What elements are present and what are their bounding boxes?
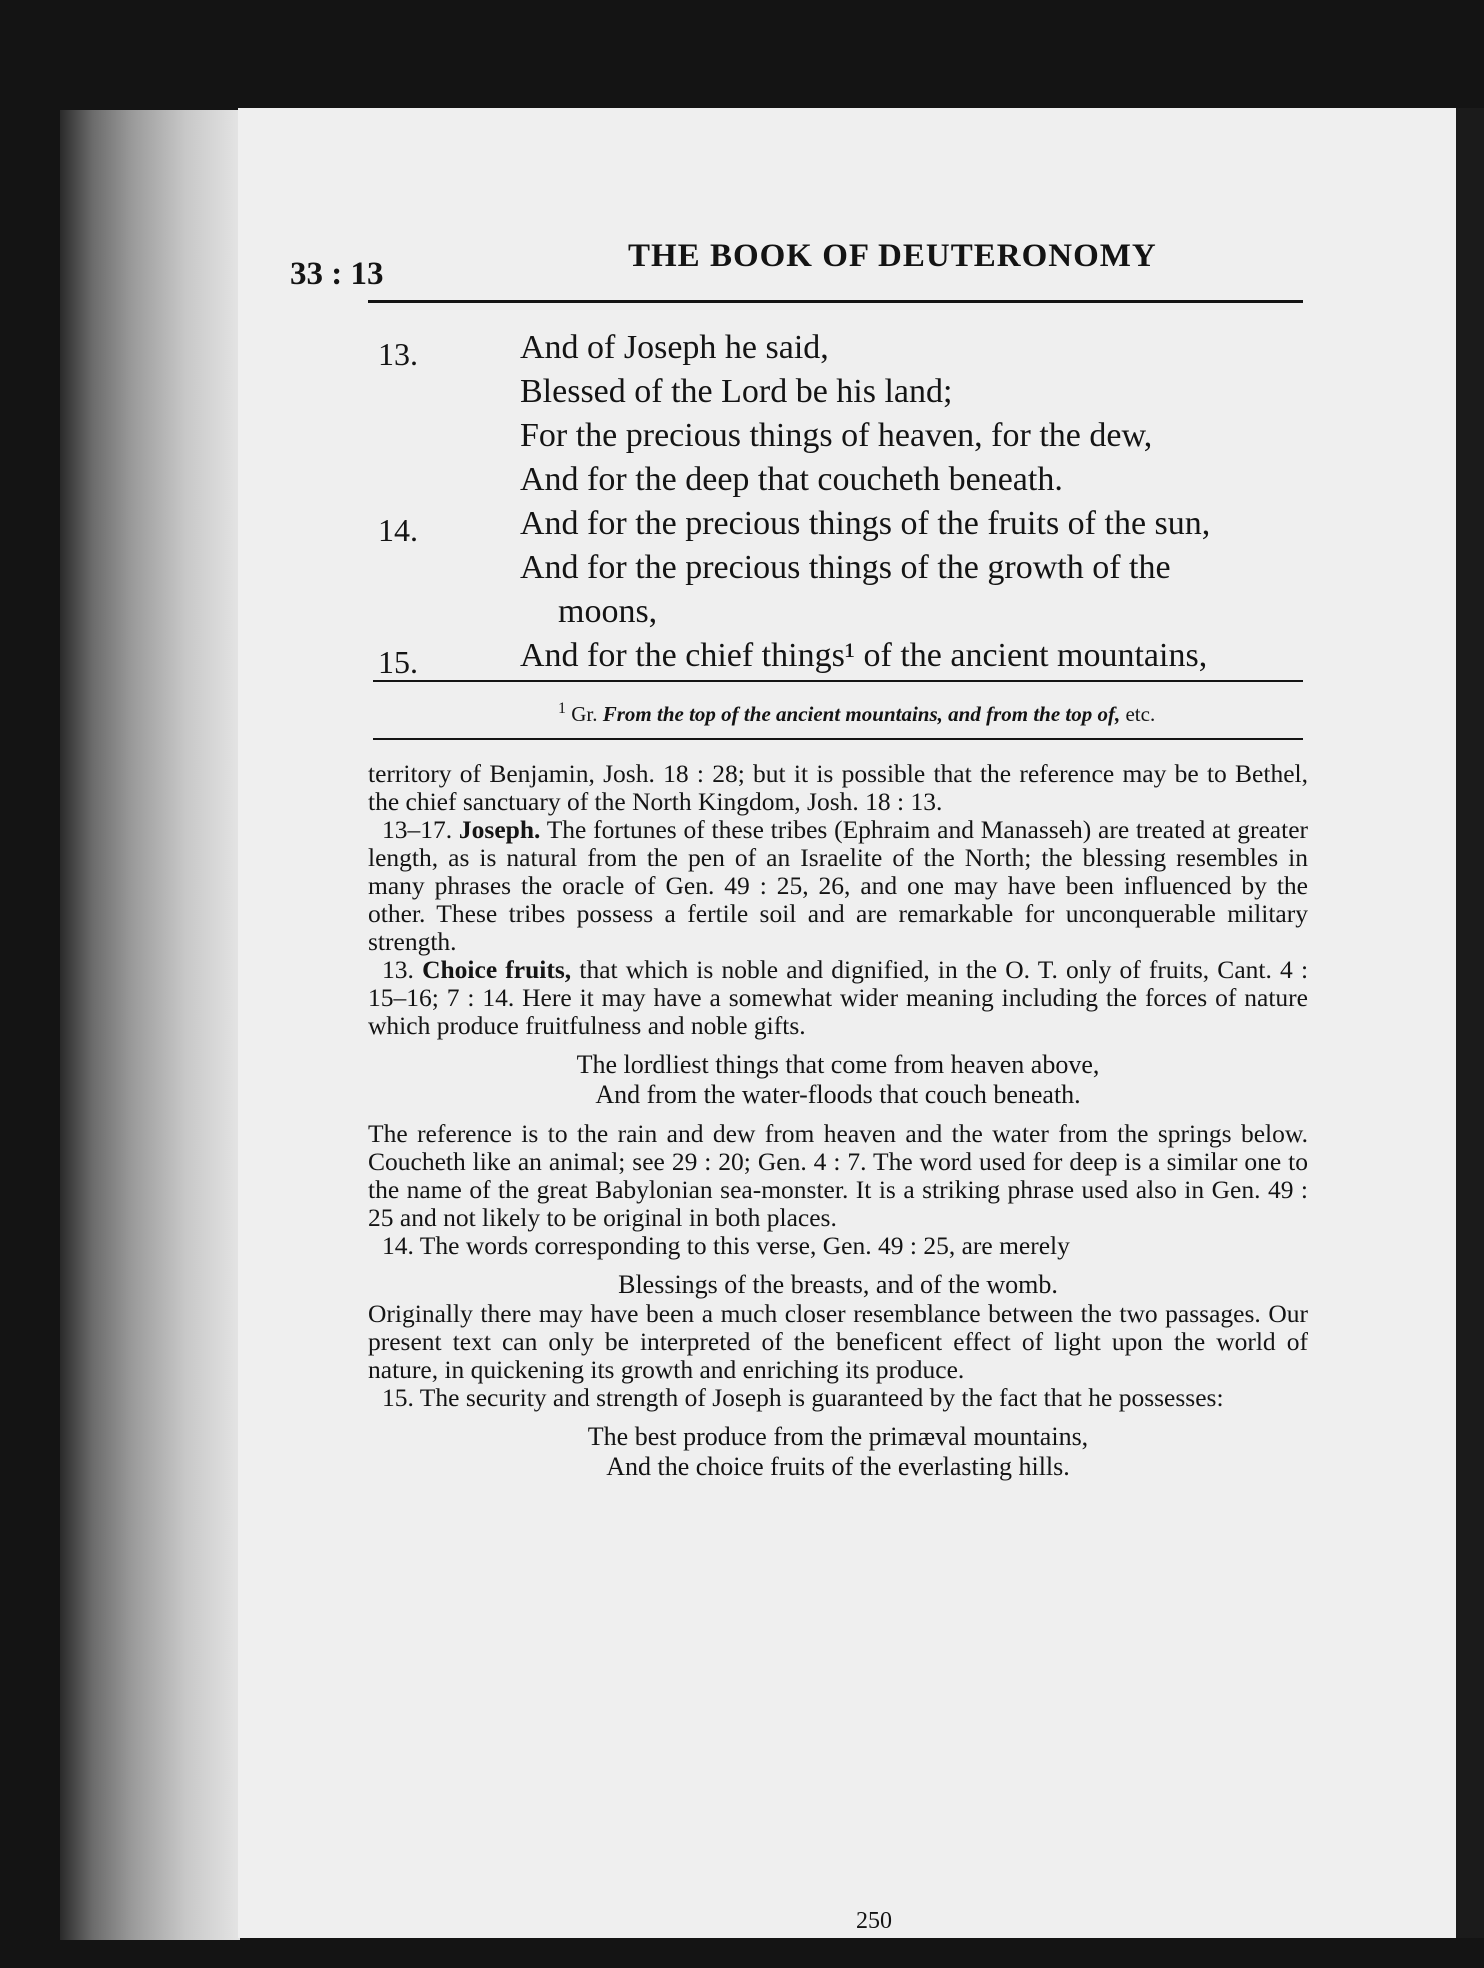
quoted-line: The best produce from the primæval mountains,	[587, 1422, 1089, 1451]
footnote-bottom-rule	[373, 738, 1303, 740]
footnote-suffix: etc.	[1125, 702, 1156, 726]
quoted-line: Blessings of the breasts, and of the womb.	[618, 1270, 1058, 1299]
verse-reference: 13–17.	[382, 815, 453, 844]
verse-number: 14.	[378, 512, 418, 548]
verse-text: And of Joseph he said,	[520, 329, 829, 366]
commentary-paragraph	[368, 956, 1308, 1040]
verse-line	[418, 590, 1398, 634]
commentary-paragraph	[368, 760, 1308, 816]
verse-text: For the precious things of heaven, for the dew,	[520, 417, 1153, 454]
commentary-paragraph	[368, 816, 1308, 956]
commentary-block	[368, 760, 1308, 1492]
footnote-text: From the top of the ancient mountains, and from the top of,	[602, 702, 1121, 726]
commentary-text: The security and strength of Joseph is guaranteed by the fact that he possesses:	[419, 1383, 1224, 1412]
commentary-text: Originally there may have been a much closer resemblance between the two passages. Our present text can only be interpreted of the beneficent effect of light upon the world of nature, in quickening its growth and enriching its produce.	[368, 1299, 1308, 1384]
verse-line	[418, 370, 1398, 414]
commentary-paragraph	[368, 1384, 1308, 1412]
commentary-text: The fortunes of these tribes (Ephraim and Manasseh) are treated at greater length, as is natural from the pen of an Israelite of the North; the blessing resembles in many phrases the oracle of Gen. 49 : 25, 26, and one may have been influenced by the other. These tribes possess a fertile soil and are remarkable for unconquerable military strength.	[368, 815, 1309, 956]
verse-reference: 13.	[382, 955, 414, 984]
commentary-text: The words corresponding to this verse, Gen. 49 : 25, are merely	[419, 1231, 1070, 1260]
verse-line	[418, 546, 1398, 590]
verse-text: And for the precious things of the fruits of the sun,	[520, 505, 1211, 542]
verse-text: And for the precious things of the growth of the	[520, 549, 1171, 586]
verse-line	[378, 634, 1398, 680]
commentary-paragraph	[368, 1300, 1308, 1384]
verse-text: Blessed of the Lord be his land;	[520, 373, 953, 410]
footnote-marker: 1	[558, 700, 566, 717]
quoted-line: The lordliest things that come from heaven above,	[576, 1050, 1100, 1079]
commentary-text: that which is noble and dignified, in the O. T. only of fruits, Cant. 4 : 15–16; 7 : 14. Here it may have a somewhat wider meaning including the forces of nature which produce fruitfulness and noble gifts.	[368, 955, 1309, 1040]
quoted-line: And the choice fruits of the everlasting hills.	[606, 1452, 1070, 1481]
lemma: Choice fruits,	[422, 955, 572, 984]
footnote	[558, 700, 1155, 727]
verse-line	[418, 414, 1398, 458]
verse-reference: 15.	[382, 1383, 414, 1412]
verse-block	[378, 326, 1398, 680]
commentary-paragraph	[368, 1232, 1308, 1260]
verse-line	[378, 326, 1398, 372]
verse-reference: 14.	[382, 1231, 414, 1260]
facing-page-edge	[1456, 108, 1484, 1938]
verse-text: And for the deep that coucheth beneath.	[520, 461, 1063, 498]
commentary-paragraph	[368, 1120, 1308, 1232]
lemma: Joseph.	[458, 815, 541, 844]
page-title: THE BOOK OF DEUTERONOMY	[628, 238, 1157, 274]
commentary-text: territory of Benjamin, Josh. 18 : 28; but it is possible that the reference may be to Bethel, the chief sanctuary of the North Kingdom, Josh. 18 : 13.	[368, 759, 1308, 816]
verse-line	[418, 458, 1398, 502]
verse-text: moons,	[558, 593, 658, 630]
commentary-text: The reference is to the rain and dew from heaven and the water from the springs below. Coucheth like an animal; see 29 : 20; Gen. 4 : 7. The word used for deep is a similar one to the name of the great Babylonian sea-monster. It is a striking phrase used also in Gen. 49 : 25 and not likely to be original in both places.	[368, 1119, 1308, 1232]
quoted-line: And from the water-floods that couch beneath.	[595, 1080, 1081, 1109]
verse-text: And for the chief things¹ of the ancient mountains,	[520, 637, 1208, 674]
chapter-verse-ref: 33 : 13	[290, 256, 384, 292]
book-page	[238, 108, 1456, 1938]
footnote-prefix: Gr.	[571, 702, 598, 726]
verse-number: 15.	[378, 644, 418, 680]
verse-number: 13.	[378, 336, 418, 372]
page-number: 250	[856, 1908, 892, 1934]
header-rule	[368, 300, 1303, 303]
verse-line	[378, 502, 1398, 548]
book-spine-edge	[60, 110, 240, 1940]
footnote-top-rule	[373, 680, 1303, 682]
